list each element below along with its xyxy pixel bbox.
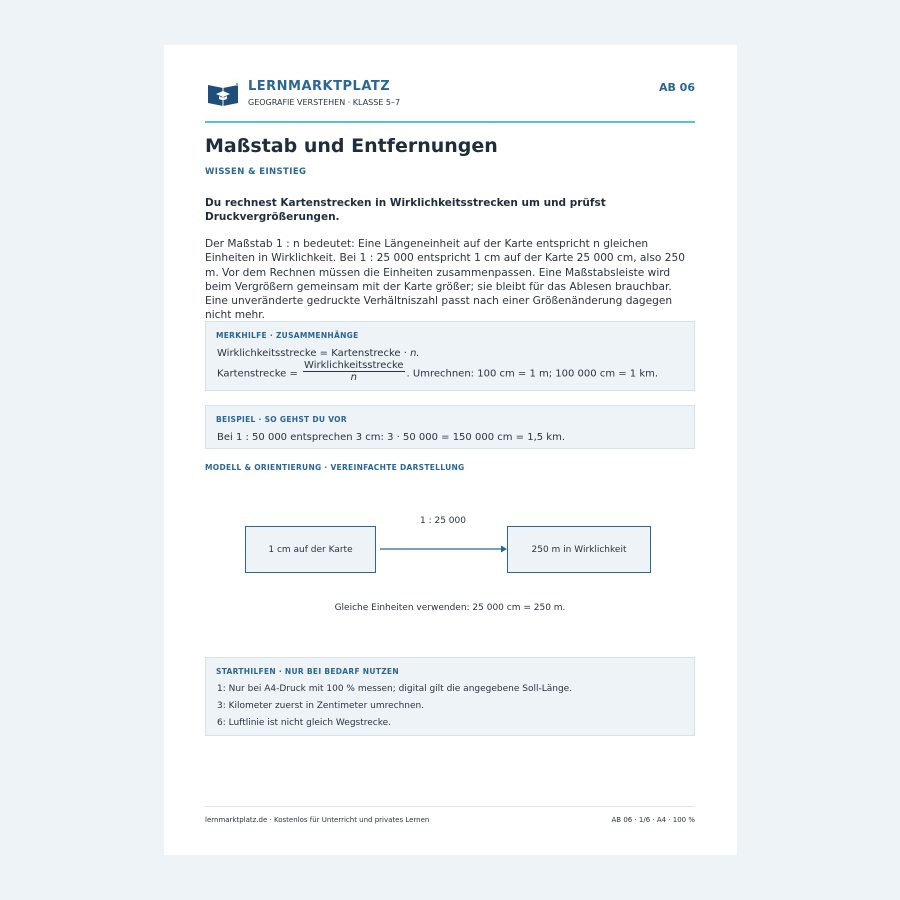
fraction-denominator: n <box>350 372 357 383</box>
page-content <box>205 45 695 855</box>
hint-item: 6: Luftlinie ist nicht gleich Wegstrecke. <box>217 718 392 728</box>
diagram-caption: Gleiche Einheiten verwenden: 25 000 cm = 250 m. <box>334 603 566 613</box>
formula-1-text: Wirklichkeitsstrecke = Kartenstrecke · <box>217 348 407 359</box>
footer-right: AB 06 · 1/6 · A4 · 100 % <box>611 816 695 824</box>
map-distance-node <box>245 526 376 573</box>
map-distance-label: 1 cm auf der Karte <box>268 544 353 555</box>
book-graduation-cap-icon <box>207 81 239 107</box>
beispiel-box <box>205 405 695 449</box>
beispiel-text: Bei 1 : 50 000 entsprechen 3 cm: 3 · 50 000 = 150 000 cm = 1,5 km. <box>217 432 565 443</box>
merkhilfe-box <box>205 321 695 391</box>
footer-left: lernmarktplatz.de · Kostenlos für Unterricht und privates Lernen <box>205 816 430 824</box>
brand-subtitle: GEOGRAFIE VERSTEHEN · KLASSE 5–7 <box>248 98 401 107</box>
ratio-label: 1 : 25 000 <box>420 516 466 526</box>
lead-text: Du rechnest Kartenstrecken in Wirklichkeitsstrecken um und prüfst Druckvergrößerungen. <box>205 197 606 223</box>
footer-divider <box>205 806 695 807</box>
modell-label: MODELL & ORIENTIERUNG · VEREINFACHTE DARSTELLUNG <box>205 463 465 472</box>
formula-2-suffix: . Umrechnen: 100 cm = 1 m; 100 000 cm = 1 km. <box>406 368 659 380</box>
arrow-right-icon <box>377 543 507 555</box>
worksheet-page <box>164 45 737 855</box>
body-paragraph: Der Maßstab 1 : n bedeutet: Eine Längeneinheit auf der Karte entspricht n gleichen Einheiten in Wirklichkeit. Bei 1 : 25 000 entspricht 1 cm auf der Karte 25 000 cm, also 250 m. Vor dem Rechnen müssen die Einheiten zusammenpassen. Eine Maßstabsleiste wird beim Vergrößern gemeinsam mit der Karte größer; sie bleibt für das Ablesen brauchbar. Eine unveränderte gedruckte Verhältniszahl passt nach einer Größenänderung dagegen nicht mehr. <box>205 238 685 322</box>
merkhilfe-label: MERKHILFE · ZUSAMMENHÄNGE <box>216 331 359 340</box>
hint-item: 3: Kilometer zuerst in Zentimeter umrechnen. <box>217 701 425 711</box>
formula-1-variable: n. <box>410 348 420 359</box>
brand-name: LERNMARKTPLATZ <box>248 79 391 94</box>
formula-2-prefix: Kartenstrecke = <box>217 368 298 380</box>
starthilfen-label: STARTHILFEN · NUR BEI BEDARF NUTZEN <box>216 667 399 676</box>
beispiel-label: BEISPIEL · SO GEHST DU VOR <box>216 415 347 424</box>
formula-line-1 <box>217 348 420 359</box>
page-title: Maßstab und Entfernungen <box>205 135 498 157</box>
formula-line-2 <box>217 362 658 385</box>
starthilfen-box <box>205 657 695 736</box>
real-distance-label: 250 m in Wirklichkeit <box>531 544 627 555</box>
hint-item: 1: Nur bei A4-Druck mit 100 % messen; digital gilt die angegebene Soll-Länge. <box>217 684 573 694</box>
fraction-numerator: Wirklichkeitsstrecke <box>304 360 404 371</box>
section-kicker: WISSEN & EINSTIEG <box>205 167 307 177</box>
real-distance-node <box>507 526 651 573</box>
fraction <box>303 360 405 383</box>
header-divider <box>205 121 695 123</box>
sheet-id: AB 06 <box>658 81 695 94</box>
